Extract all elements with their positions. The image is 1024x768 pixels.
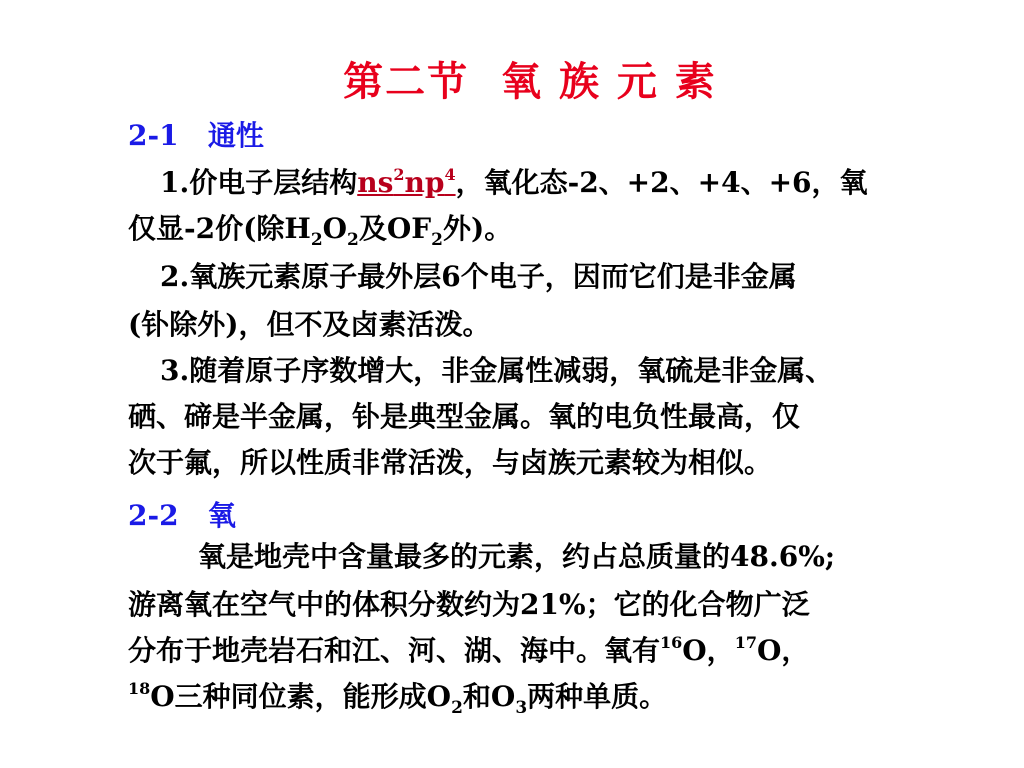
paragraph-3-line-3: 次于氟，所以性质非常活泼，与卤族元素较为相似。 [128,446,773,479]
section-heading-general: 2-1 通性 [128,119,264,152]
paragraph-2-line-2: (钋除外)，但不及卤素活泼。 [128,308,491,341]
text-fragment: ns [357,166,394,199]
paragraph-4-line-2: 游离氧在空气中的体积分数约为21%；它的化合物广泛 [128,588,810,621]
paragraph-4-line-3 [128,634,809,668]
paragraph-2-line-1: 2.氧族元素原子最外层6个电子，因而它们是非金属 [160,260,797,293]
text-fragment: O [322,212,348,245]
subscript: 2 [431,230,444,250]
text-fragment: ，氧化态-2、+2、+4、+6，氧 [455,166,868,199]
paragraph-3-line-1: 3.随着原子序数增大，非金属性减弱，氧硫是非金属、 [160,354,834,387]
text-fragment: 及OF [358,212,432,245]
section-heading-oxygen: 2-2 氧 [128,499,236,532]
paragraph-4-line-4 [128,679,668,718]
slide-title: 第二节 氧 族 元 素 [343,58,717,105]
text-fragment: 外)。 [443,212,513,245]
text-fragment: 1.价电子层结构 [160,166,358,199]
subscript: 2 [347,230,359,250]
text-fragment: 和O [462,680,516,713]
superscript: 16 [660,633,683,652]
subscript: 3 [515,698,528,718]
subscript: 2 [310,230,323,250]
text-fragment: O， [756,634,810,667]
superscript: 18 [128,679,151,698]
text-fragment: np [404,166,445,199]
text-fragment: O， [682,634,735,667]
paragraph-1-line-2 [128,212,513,250]
superscript: 4 [444,165,456,184]
paragraph-4-line-1: 氧是地壳中含量最多的元素，约占总质量的48.6%; [198,540,836,573]
text-fragment: O三种同位素，能形成O [150,680,452,713]
paragraph-1-line-1 [160,166,868,200]
text-fragment: 仅显-2价(除H [128,212,311,245]
subscript: 2 [451,698,463,718]
electron-config-link[interactable] [357,166,455,199]
text-fragment: 两种单质。 [527,680,668,713]
text-fragment: 分布于地壳岩石和江、河、湖、海中。氧有 [128,634,661,667]
paragraph-3-line-2: 硒、碲是半金属，钋是典型金属。氧的电负性最高，仅 [128,400,801,433]
superscript: 17 [734,633,757,652]
superscript: 2 [393,165,405,184]
